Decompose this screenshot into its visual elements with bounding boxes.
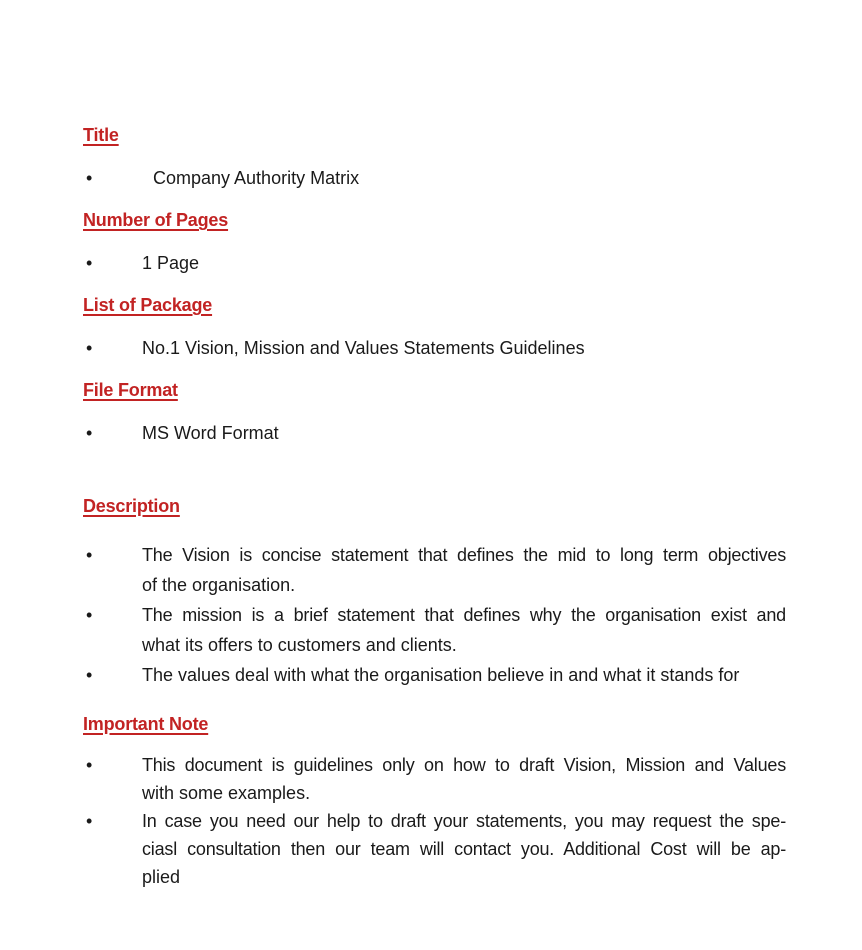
bullet-icon: • xyxy=(86,665,93,685)
bullet-line: No.1 Vision, Mission and Values Statements Guidelines xyxy=(142,338,585,358)
bullet-text xyxy=(142,660,786,690)
section-heading: Important Note xyxy=(83,714,209,734)
bullet-line: of the organisation. xyxy=(142,575,296,595)
bullet-line: ciasl consultation then our team will contact you. Additional Cost will be ap- xyxy=(142,839,786,859)
bullet-item xyxy=(83,660,786,690)
bullet-line: with some examples. xyxy=(142,783,311,803)
bullet-item xyxy=(83,168,786,188)
section-important-note xyxy=(83,715,786,891)
section-file-format xyxy=(83,381,786,443)
bullet-list xyxy=(83,338,786,358)
bullet-list xyxy=(83,168,786,188)
bullet-line: The mission is a brief statement that defines why the organisation exist and xyxy=(142,605,786,625)
bullet-text xyxy=(142,751,786,807)
bullet-line: plied xyxy=(142,867,181,887)
bullet-list xyxy=(83,253,786,273)
bullet-item xyxy=(83,540,786,600)
section-heading: List of Package xyxy=(83,295,213,315)
bullet-line: The values deal with what the organisation believe in and what it stands for xyxy=(142,665,740,685)
section-list-of-package xyxy=(83,296,786,358)
bullet-icon: • xyxy=(86,811,93,831)
bullet-text xyxy=(142,423,786,443)
bullet-icon: • xyxy=(86,168,93,188)
bullet-line: Company Authority Matrix xyxy=(153,168,360,188)
bullet-item xyxy=(83,751,786,807)
bullet-item xyxy=(83,807,786,891)
bullet-icon: • xyxy=(86,253,93,273)
bullet-list xyxy=(83,751,786,891)
bullet-icon: • xyxy=(86,605,93,625)
bullet-text xyxy=(142,600,786,660)
bullet-text xyxy=(142,540,786,600)
bullet-text xyxy=(142,807,786,891)
section-heading: Title xyxy=(83,125,119,145)
bullet-line: This document is guidelines only on how to draft Vision, Mission and Values xyxy=(142,755,786,775)
section-number-of-pages xyxy=(83,211,786,273)
section-heading: Number of Pages xyxy=(83,210,229,230)
bullet-item xyxy=(83,338,786,358)
section-description xyxy=(83,497,786,690)
section-title xyxy=(83,126,786,188)
bullet-list xyxy=(83,540,786,690)
bullet-icon: • xyxy=(86,423,93,443)
bullet-icon: • xyxy=(86,755,93,775)
bullet-line: what its offers to customers and clients. xyxy=(142,635,457,655)
bullet-line: 1 Page xyxy=(142,253,200,273)
section-heading: Description xyxy=(83,496,180,516)
bullet-text xyxy=(142,338,786,358)
bullet-text xyxy=(142,253,786,273)
bullet-line: MS Word Format xyxy=(142,423,279,443)
bullet-line: In case you need our help to draft your statements, you may request the spe- xyxy=(142,811,786,831)
bullet-text xyxy=(142,168,786,188)
bullet-item xyxy=(83,253,786,273)
bullet-item xyxy=(83,600,786,660)
bullet-list xyxy=(83,423,786,443)
bullet-icon: • xyxy=(86,338,93,358)
bullet-item xyxy=(83,423,786,443)
bullet-line: The Vision is concise statement that defines the mid to long term objectives xyxy=(142,545,786,565)
section-heading: File Format xyxy=(83,380,178,400)
bullet-icon: • xyxy=(86,545,93,565)
